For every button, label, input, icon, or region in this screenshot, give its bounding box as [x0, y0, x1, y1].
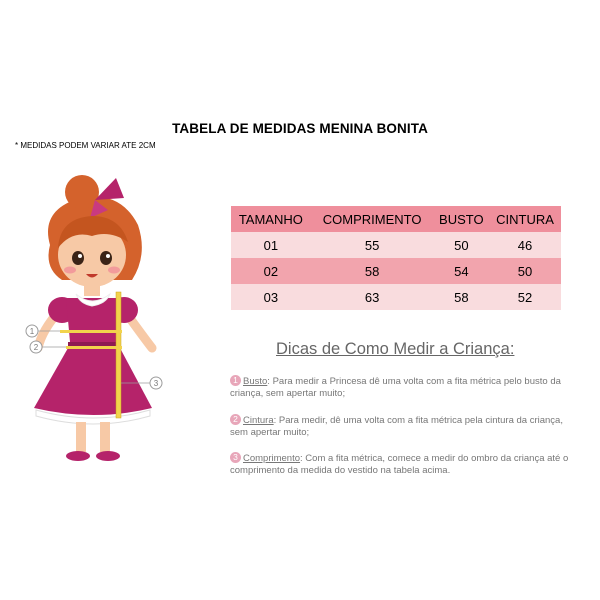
- cell-tamanho: 02: [263, 263, 279, 279]
- tip-text: : Para medir, dê uma volta com a fita métrica pela cintura da criança, sem apertar muito;: [230, 415, 563, 438]
- cell-comprimento: 55: [364, 237, 380, 253]
- col-comprimento: COMPRIMENTO: [322, 211, 422, 227]
- table-header-row: [231, 206, 561, 232]
- measurement-note: * MEDIDAS PODEM VARIAR ATE 2CM: [15, 141, 156, 150]
- svg-text:1: 1: [29, 327, 35, 336]
- col-tamanho: TAMANHO: [238, 211, 303, 227]
- cell-tamanho: 03: [263, 289, 279, 305]
- col-busto: BUSTO: [439, 211, 484, 227]
- tip-busto: [230, 375, 570, 400]
- marker-2: [30, 341, 42, 353]
- cell-busto: 54: [454, 263, 469, 279]
- cell-tamanho: 01: [263, 237, 279, 253]
- table-row: [231, 232, 561, 258]
- cell-comprimento: 63: [364, 289, 380, 305]
- tip-text: : Com a fita métrica, comece a medir do ombro da criança até o comprimento da medida do vestido na tabela acima.: [230, 453, 569, 476]
- tip-cintura: [230, 414, 570, 439]
- tip-comprimento: [230, 452, 570, 477]
- tip-number: 3: [230, 452, 241, 463]
- tip-number: 2: [230, 414, 241, 425]
- page-title: TABELA DE MEDIDAS MENINA BONITA: [172, 121, 428, 136]
- cell-busto: 50: [454, 237, 469, 253]
- tip-text: : Para medir a Princesa dê uma volta com a fita métrica pelo busto da criança, sem apertar muito;: [230, 376, 561, 399]
- tip-label: Cintura: [243, 415, 274, 426]
- marker-3: [150, 377, 162, 389]
- tip-number: 1: [230, 375, 241, 386]
- tips-title: Dicas de Como Medir a Criança:: [276, 340, 515, 358]
- svg-text:2: 2: [33, 343, 39, 352]
- cell-cintura: 50: [517, 263, 533, 279]
- cell-comprimento: 58: [364, 263, 380, 279]
- cell-cintura: 52: [517, 289, 533, 305]
- tip-label: Comprimento: [243, 453, 301, 464]
- table-row: [231, 258, 561, 284]
- table-row: [231, 284, 561, 310]
- marker-1: [26, 325, 38, 337]
- cell-busto: 58: [454, 289, 469, 305]
- cell-cintura: 46: [517, 237, 533, 253]
- tip-label: Busto: [243, 376, 268, 387]
- col-cintura: CINTURA: [496, 211, 554, 227]
- size-table: [231, 206, 561, 310]
- svg-text:3: 3: [153, 379, 159, 388]
- girl-illustration: [20, 170, 190, 470]
